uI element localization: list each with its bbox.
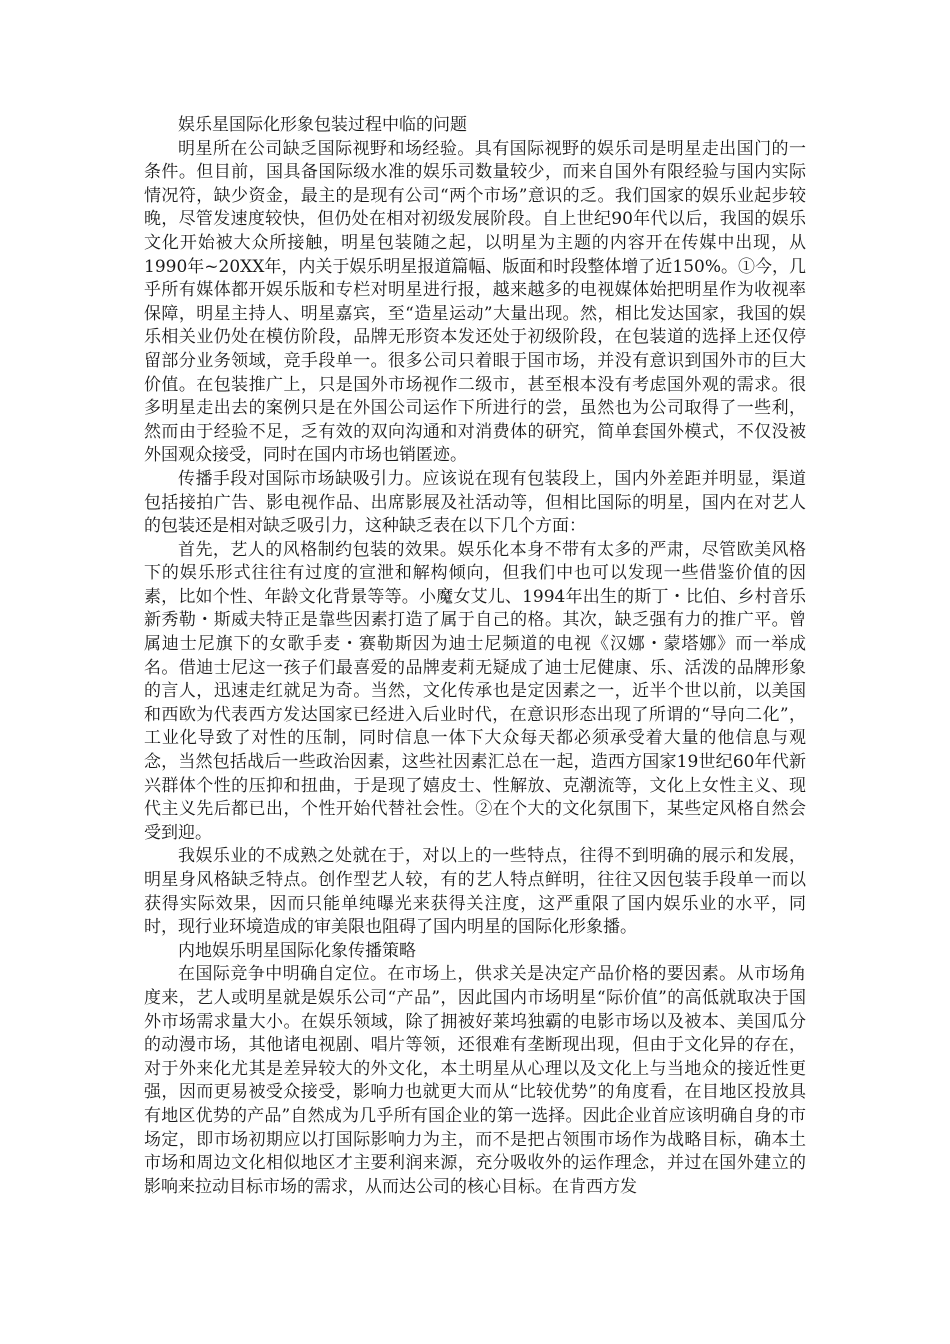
body-paragraph: 在国际竞争中明确自定位。在市场上，供求关是决定产品价格的要因素。从市场角度来，艺人或明星就是娱乐公司“产品”，因此国内市场明星“际价值”的高低就取决于国外市场需求量大小。在娱乐领域，除了拥被好莱坞独霸的电影市场以及被本、美国瓜分的动漫市场，其他诸电视剧、唱片等领，还很难有垄断现出现，但由于文化异的存在，对于外来化尤其是差异较大的外文化，本土明星从心理以及文化上与当地众的接近性更强，因而更易被受众接受，影响力也就更大而从“比较优势”的角度看，在目地区投放具有地区优势的产品”自然成为几乎所有国企业的第一选择。因此企业首应该明确自身的市场定，即市场初期应以打国际影响力为主，而不是把占领围市场作为战略目标，确本土市场和周边文化相似地区才主要利润来源，充分吸收外的运作理念，并过在国外建立的影响来拉动目标市场的需求，从而达公司的核心目标。在肯西方发 (144, 964, 806, 1197)
body-paragraph: 传播手段对国际市场缺吸引力。应该说在现有包装段上，国内外差距并明显，渠道包括接拍广告、影电视作品、出席影展及社活动等，但相比国际的明星，国内在对艺人的包装还是相对缺乏吸引力，这种缺乏表在以下几个方面： (144, 468, 806, 537)
body-paragraph: 首先，艺人的风格制约包装的效果。娱乐化本身不带有太多的严肃，尽管欧美风格下的娱乐形式往往有过度的宣泄和解构倾向，但我们中也可以发现一些借鉴价值的因素，比如个性、年龄文化背景等等。小魔女艾儿、1994年出生的斯丁・比伯、乡村音乐新秀勒・斯威夫特正是靠些因素打造了属于自己的格。其次，缺乏强有力的推广平。曾属迪士尼旗下的女歌手麦・赛勒斯因为迪士尼频道的电视《汉娜・蒙塔娜》而一举成名。借迪士尼这一孩子们最喜爱的品牌麦莉无疑成了迪士尼健康、乐、活泼的品牌形象的言人，迅速走红就足为奇。当然，文化传承也是定因素之一，近半个世以前，以美国和西欧为代表西方发达国家已经进入后业时代，在意识形态出现了所谓的“导向二化”，工业化导致了对性的压制，同时信息一体下大众每天都必须承受着大量的他信息与观念，当然包括战后一些政治因素，这些社因素汇总在一起，造西方国家19世纪60年代新兴群体个性的压抑和扭曲，于是现了嬉皮士、性解放、克潮流等，文化上女性主义、现代主义先后都已出，个性开始代替社会性。②在个大的文化氛围下，某些定风格自然会受到迎。 (144, 539, 806, 843)
document-page (144, 114, 806, 1199)
section-heading: 娱乐星国际化形象包装过程中临的问题 (178, 115, 467, 135)
body-paragraph: 我娱乐业的不成熟之处就在于，对以上的一些特点，往得不到明确的展示和发展，明星身风格缺乏特点。创作型艺人较，有的艺人特点鲜明，往往又因包装手段单一而以获得实际效果，因而只能单纯曝光来获得关注度，这严重限了国内娱乐业的水平，同时，现行业环境造成的审美限也阻碍了国内明星的国际化形象播。 (144, 846, 806, 938)
body-paragraph: 明星所在公司缺乏国际视野和场经验。具有国际视野的娱乐司是明星走出国门的一条件。但目前，国具备国际级水准的娱乐司数量较少，而来自国外有限经验与国内实际情况符，缺少资金，最主的是现有公司“两个市场”意识的乏。我们国家的娱乐业起步较晚，尽管发速度较快，但仍处在相对初级发展阶段。自上世纪90年代以后，我国的娱乐文化开始被大众所接触，明星包装随之起，以明星为主题的内容开在传媒中出现，从1990年~20XX年，内关于娱乐明星报道篇幅、版面和时段整体增了近150%。①今，几乎所有媒体都开娱乐版和专栏对明星进行报，越来越多的电视媒体始把明星作为收视率保障，明星主持人、明星嘉宾，至“造星运动”大量出现。然，相比发达国家，我国的娱乐相关业仍处在模仿阶段，品牌无形资本发还处于初级阶段，在包装道的选择上还仅停留部分业务领域，竞手段单一。很多公司只着眼于国市场，并没有意识到国外市的巨大价值。在包装推广上，只是国外市场视作二级市，甚至根本没有考虑国外观的需求。很多明星走出去的案例只是在外国公司运作下所进行的尝，虽然也为公司取得了一些利，然而由于经验不足，乏有效的双向沟通和对消费体的研究，简单套国外模式，不仅没被外国观众接受，同时在国内市场也销匿迹。 (144, 138, 806, 466)
section-heading: 内地娱乐明星国际化象传播策略 (178, 940, 416, 961)
